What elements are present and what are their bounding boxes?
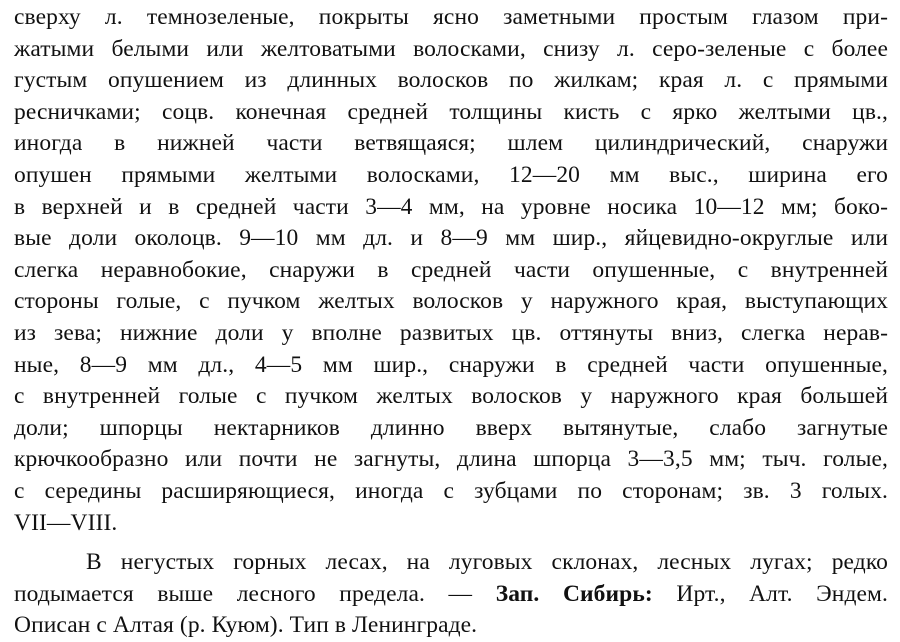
- text-line: густым опушением из длинных волосков по жилкам; края л. с прямыми: [14, 67, 888, 94]
- text-line: вые доли околоцв. 9—10 мм дл. и 8—9 мм шир., яйцевидно-округлые или: [14, 225, 888, 252]
- text-line: ресничками; соцв. конечная средней толщины кисть с ярко желтыми цв.,: [14, 98, 888, 125]
- text-line: жатыми белыми или желтоватыми волосками, снизу л. серо-зеленые с более: [14, 35, 888, 62]
- text-line: из зева; нижние доли у вполне развитых цв. оттянуты вниз, слегка нерав-: [14, 319, 888, 346]
- text-line: с внутренней голые с пучком желтых волосков у наружного края большей: [14, 383, 888, 410]
- text-line: ные, 8—9 мм дл., 4—5 мм шир., снаружи в средней части опушенные,: [14, 351, 888, 378]
- text-segment: подымается выше лесного предела. —: [14, 580, 496, 607]
- text-line: слегка неравнобокие, снаружи в средней части опушенные, с внутренней: [14, 256, 888, 283]
- text-line: сверху л. темнозеленые, покрыты ясно заметными простым глазом при-: [14, 4, 888, 30]
- text-segment: Ирт., Алт. Эндем.: [652, 580, 888, 607]
- habitat-paragraph: [14, 547, 888, 642]
- text-line: в верхней и в средней части 3—4 мм, на уровне носика 10—12 мм; боко-: [14, 193, 888, 220]
- text-line: иногда в нижней части ветвящаяся; шлем цилиндрический, снаружи: [14, 130, 888, 157]
- region-label: Зап. Сибирь:: [495, 580, 653, 607]
- text-line: крючкообразно или почти не загнуты, длина шпорца 3—3,5 мм; тыч. голые,: [14, 446, 888, 473]
- document-page: [14, 2, 888, 642]
- text-line: доли; шпорцы нектарников длинно вверх вытянутые, слабо загнутые: [14, 414, 888, 441]
- text-line: опушен прямыми желтыми волосками, 12—20 мм выс., ширина его: [14, 161, 888, 188]
- text-line: В негустых горных лесах, на луговых склонах, лесных лугах; редко: [86, 549, 888, 576]
- text-line: стороны голые, с пучком желтых волосков у наружного края, выступающих: [14, 288, 888, 315]
- type-locality-line: Описан с Алтая (р. Куюм). Тип в Ленинграде.: [14, 612, 478, 639]
- text-line: [14, 579, 888, 611]
- text-line: с середины расширяющиеся, иногда с зубцами по сторонам; зв. 3 голых.: [14, 477, 888, 504]
- description-paragraph: [14, 2, 888, 539]
- flowering-period: VII—VIII.: [14, 509, 118, 536]
